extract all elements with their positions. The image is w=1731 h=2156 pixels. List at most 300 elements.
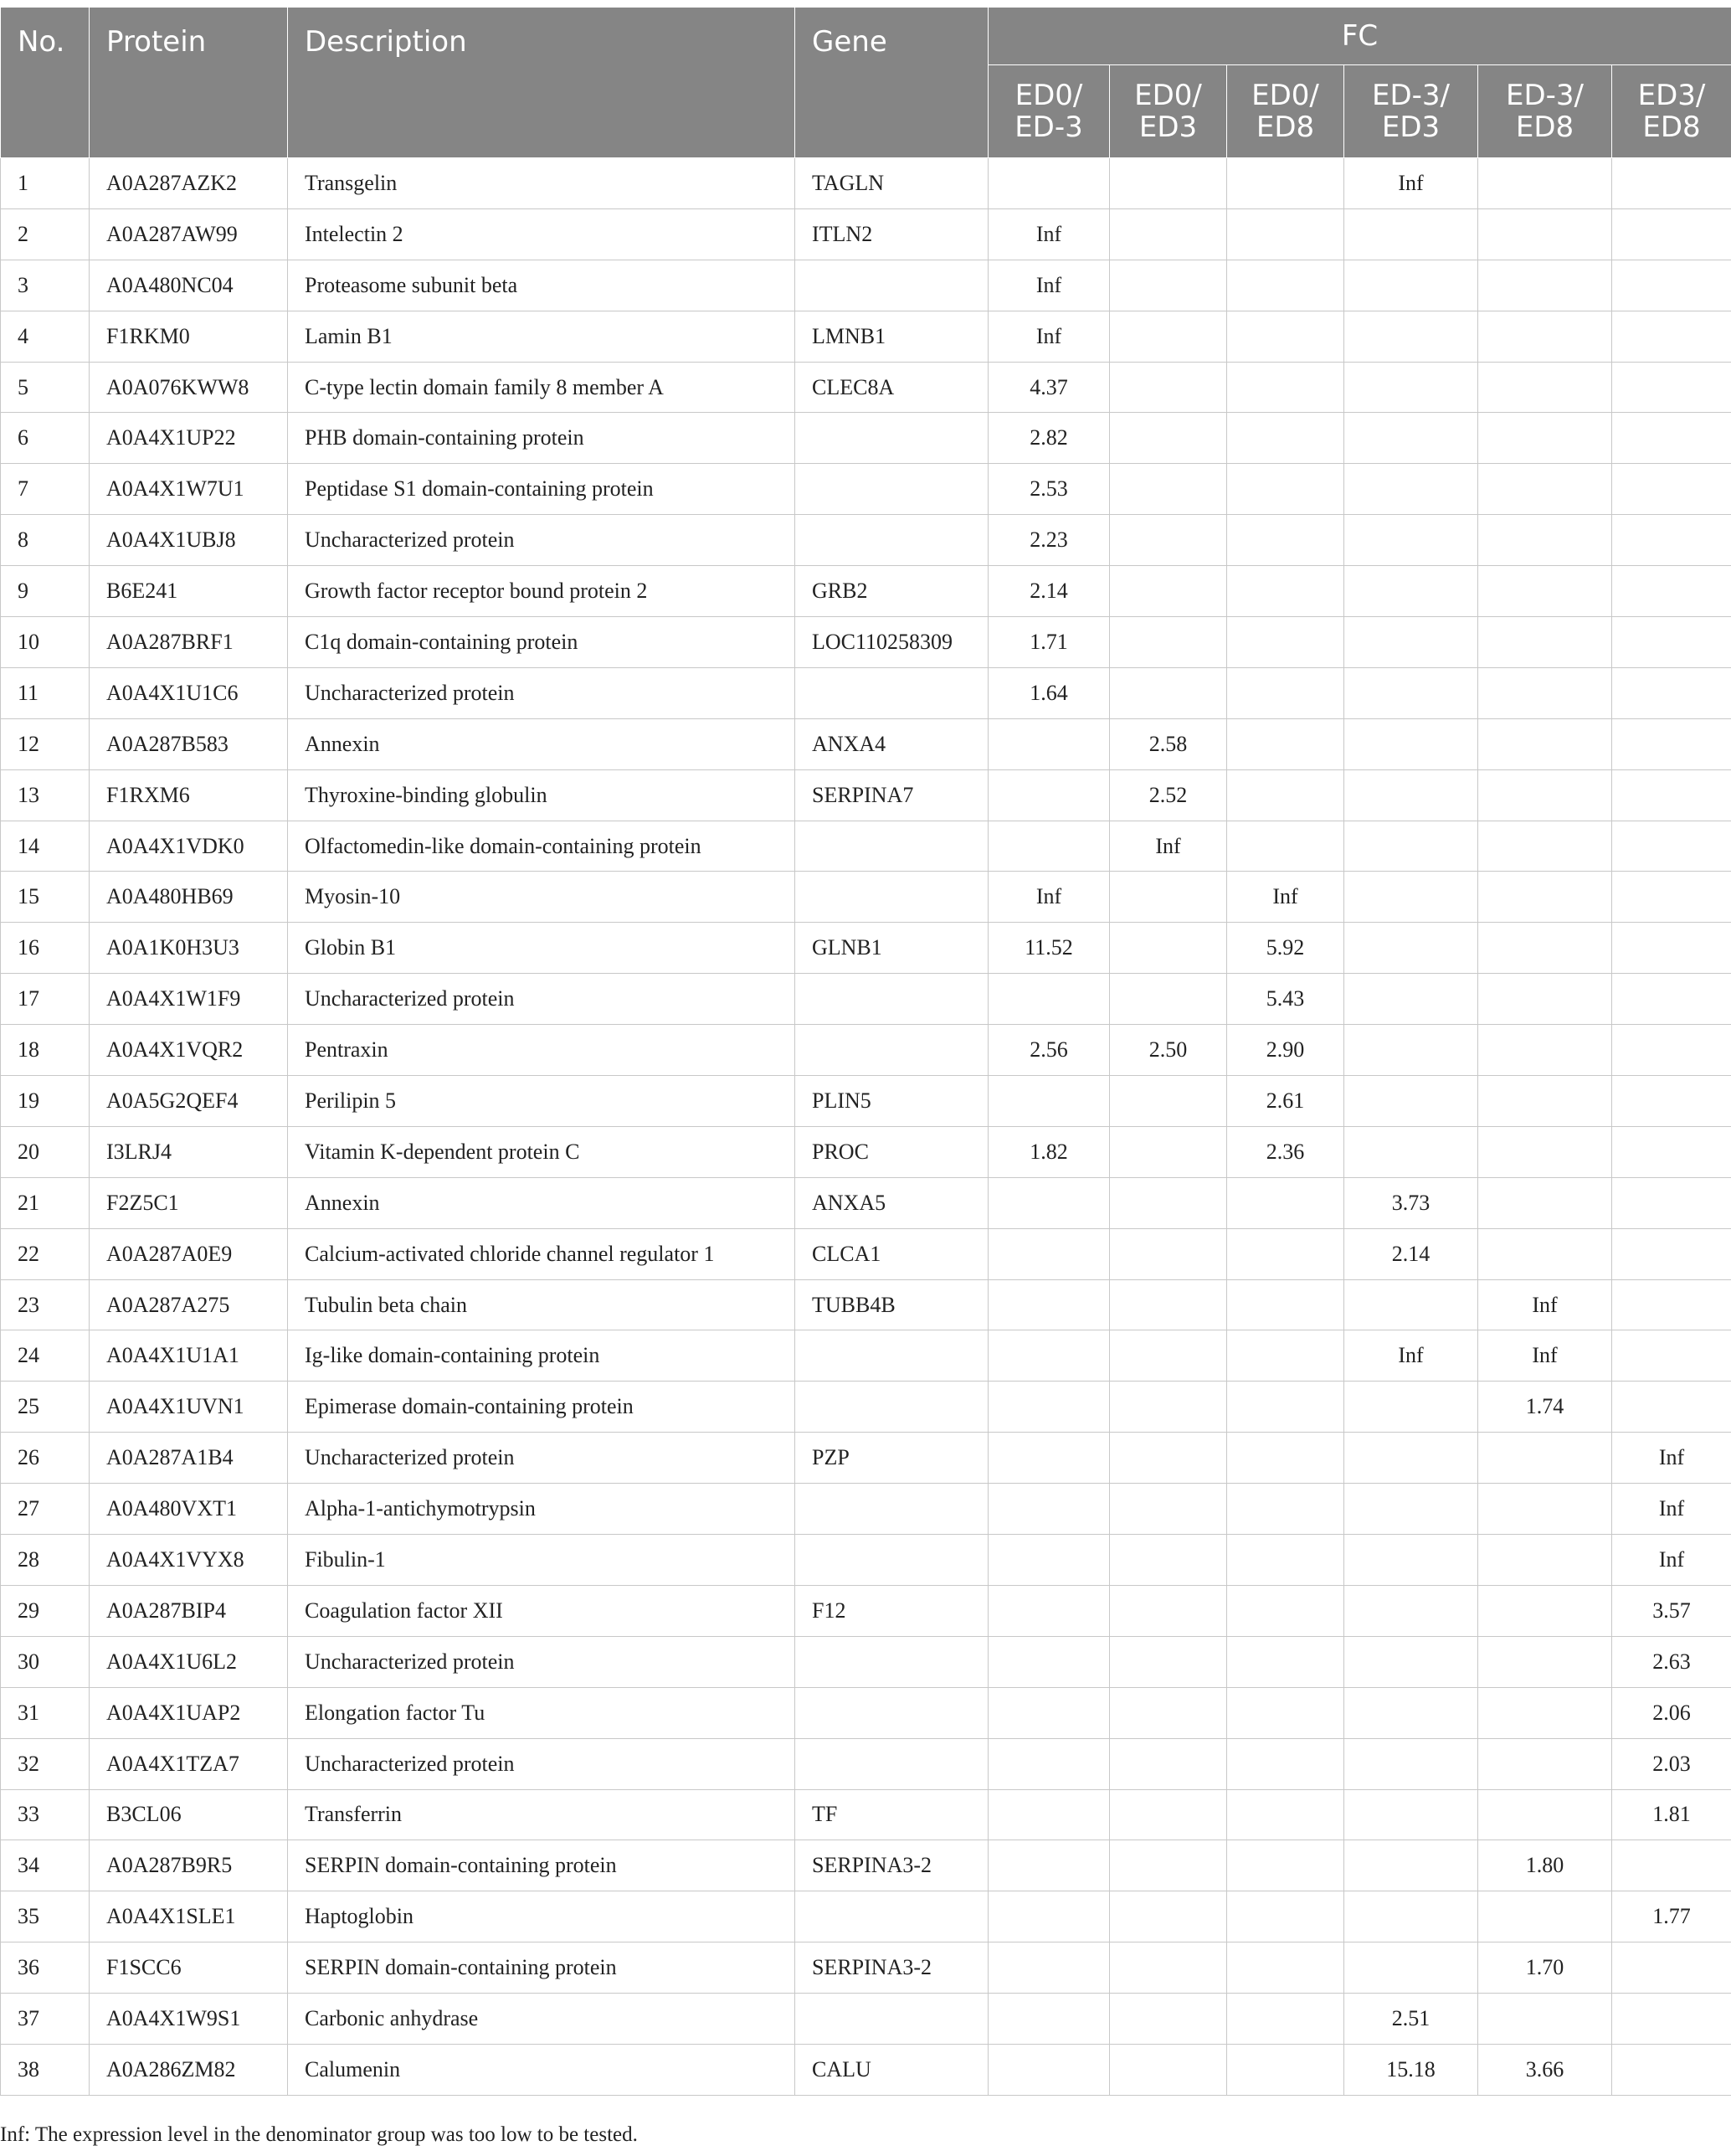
cell-fc-value: [1227, 464, 1344, 515]
cell-description: Haptoglobin: [288, 1891, 795, 1942]
cell-no: 38: [1, 2044, 90, 2095]
cell-gene: [795, 1484, 989, 1535]
cell-gene: [795, 515, 989, 566]
cell-protein: A0A287AW99: [90, 208, 288, 260]
cell-description: SERPIN domain-containing protein: [288, 1942, 795, 1994]
cell-fc-value: 3.57: [1612, 1585, 1731, 1636]
table-row: [1, 260, 1731, 311]
table-row: [1, 974, 1731, 1025]
cell-description: Epimerase domain-containing protein: [288, 1382, 795, 1433]
cell-fc-value: [1478, 872, 1612, 923]
table-row: [1, 821, 1731, 872]
cell-fc-value: [1344, 1433, 1478, 1484]
cell-fc-value: [1612, 413, 1731, 464]
cell-protein: A0A287B9R5: [90, 1840, 288, 1891]
cell-fc-value: [1478, 1585, 1612, 1636]
table-row: [1, 617, 1731, 668]
cell-fc-value: Inf: [989, 872, 1110, 923]
cell-protein: A0A287A0E9: [90, 1228, 288, 1279]
cell-fc-value: [1110, 667, 1227, 718]
cell-fc-value: [1227, 1738, 1344, 1789]
table-row: [1, 1535, 1731, 1586]
cell-protein: A0A4X1TZA7: [90, 1738, 288, 1789]
cell-description: Transferrin: [288, 1789, 795, 1840]
cell-protein: A0A4X1VQR2: [90, 1025, 288, 1076]
cell-description: Uncharacterized protein: [288, 667, 795, 718]
cell-fc-value: [1344, 413, 1478, 464]
cell-fc-value: [1110, 1891, 1227, 1942]
cell-fc-value: [1612, 1994, 1731, 2045]
cell-no: 28: [1, 1535, 90, 1586]
cell-fc-value: [1110, 1433, 1227, 1484]
cell-description: Transgelin: [288, 158, 795, 209]
table-row: [1, 1433, 1731, 1484]
cell-fc-value: [1110, 1994, 1227, 2045]
table-row: [1, 1789, 1731, 1840]
cell-gene: [795, 1535, 989, 1586]
cell-no: 2: [1, 208, 90, 260]
col-header-fc-line: ED3: [1138, 111, 1198, 144]
cell-fc-value: [1110, 1636, 1227, 1687]
cell-fc-value: [1227, 566, 1344, 617]
cell-fc-value: [1227, 1228, 1344, 1279]
cell-protein: A0A480NC04: [90, 260, 288, 311]
cell-fc-value: [1612, 311, 1731, 362]
cell-gene: PLIN5: [795, 1076, 989, 1127]
cell-fc-value: 2.03: [1612, 1738, 1731, 1789]
cell-fc-value: [1110, 1585, 1227, 1636]
cell-no: 12: [1, 718, 90, 769]
table-row: [1, 769, 1731, 821]
cell-fc-value: [989, 718, 1110, 769]
cell-no: 1: [1, 158, 90, 209]
cell-no: 33: [1, 1789, 90, 1840]
cell-fc-value: 3.66: [1478, 2044, 1612, 2095]
cell-fc-value: [1478, 617, 1612, 668]
cell-protein: A0A4X1UBJ8: [90, 515, 288, 566]
cell-no: 5: [1, 362, 90, 413]
cell-fc-value: [1478, 1535, 1612, 1586]
cell-fc-value: [1478, 923, 1612, 974]
cell-fc-value: 5.92: [1227, 923, 1344, 974]
cell-fc-value: [989, 1382, 1110, 1433]
cell-fc-value: Inf: [989, 208, 1110, 260]
col-header-fc-line: ED8: [1642, 111, 1701, 144]
cell-gene: [795, 1687, 989, 1738]
cell-fc-value: [1344, 974, 1478, 1025]
cell-fc-value: [1344, 1636, 1478, 1687]
cell-fc-value: [1227, 413, 1344, 464]
col-header-fc-line: ED3/: [1637, 79, 1706, 112]
table-row: [1, 311, 1731, 362]
cell-no: 19: [1, 1076, 90, 1127]
cell-fc-value: [1478, 311, 1612, 362]
cell-description: Olfactomedin-like domain-containing protein: [288, 821, 795, 872]
cell-gene: CLEC8A: [795, 362, 989, 413]
cell-fc-value: [989, 1687, 1110, 1738]
cell-fc-value: [1110, 1228, 1227, 1279]
table-row: [1, 667, 1731, 718]
cell-gene: [795, 821, 989, 872]
cell-protein: A0A287AZK2: [90, 158, 288, 209]
cell-fc-value: [1110, 1535, 1227, 1586]
table-row: [1, 1025, 1731, 1076]
cell-no: 25: [1, 1382, 90, 1433]
cell-no: 7: [1, 464, 90, 515]
cell-fc-value: 1.71: [989, 617, 1110, 668]
cell-protein: A0A4X1W7U1: [90, 464, 288, 515]
cell-no: 20: [1, 1126, 90, 1177]
cell-description: Myosin-10: [288, 872, 795, 923]
cell-protein: A0A480HB69: [90, 872, 288, 923]
cell-description: SERPIN domain-containing protein: [288, 1840, 795, 1891]
cell-fc-value: [1227, 1484, 1344, 1535]
cell-fc-value: Inf: [989, 311, 1110, 362]
cell-gene: [795, 260, 989, 311]
cell-fc-value: 1.80: [1478, 1840, 1612, 1891]
cell-no: 8: [1, 515, 90, 566]
table-row: [1, 1228, 1731, 1279]
cell-protein: A0A1K0H3U3: [90, 923, 288, 974]
cell-fc-value: [1612, 1942, 1731, 1994]
cell-protein: B3CL06: [90, 1789, 288, 1840]
cell-fc-value: 2.23: [989, 515, 1110, 566]
cell-protein: F1RXM6: [90, 769, 288, 821]
cell-fc-value: [1227, 617, 1344, 668]
table-row: [1, 1177, 1731, 1228]
table-row: [1, 1891, 1731, 1942]
cell-fc-value: [1227, 1330, 1344, 1382]
cell-fc-value: Inf: [1478, 1330, 1612, 1382]
cell-protein: F1RKM0: [90, 311, 288, 362]
cell-fc-value: 2.52: [1110, 769, 1227, 821]
cell-gene: LMNB1: [795, 311, 989, 362]
cell-fc-value: 2.82: [989, 413, 1110, 464]
cell-fc-value: 2.53: [989, 464, 1110, 515]
cell-fc-value: [1612, 923, 1731, 974]
cell-fc-value: [1478, 1433, 1612, 1484]
cell-fc-value: [1478, 260, 1612, 311]
data-table-container: [0, 7, 1731, 2096]
cell-fc-value: 1.74: [1478, 1382, 1612, 1433]
cell-fc-value: [1110, 464, 1227, 515]
table-row: [1, 1076, 1731, 1127]
cell-protein: A0A4X1VDK0: [90, 821, 288, 872]
cell-fc-value: [1227, 311, 1344, 362]
cell-fc-value: [989, 1177, 1110, 1228]
cell-fc-value: 2.63: [1612, 1636, 1731, 1687]
table-row: [1, 872, 1731, 923]
cell-no: 27: [1, 1484, 90, 1535]
cell-gene: PROC: [795, 1126, 989, 1177]
table-row: [1, 718, 1731, 769]
cell-fc-value: [1110, 413, 1227, 464]
cell-fc-value: [1110, 974, 1227, 1025]
cell-fc-value: [1344, 923, 1478, 974]
cell-fc-value: [1344, 1025, 1478, 1076]
cell-fc-value: [1612, 1076, 1731, 1127]
cell-fc-value: [989, 1330, 1110, 1382]
cell-fc-value: [1110, 1942, 1227, 1994]
cell-fc-value: [1478, 1177, 1612, 1228]
table-row: [1, 413, 1731, 464]
cell-fc-value: [1110, 1484, 1227, 1535]
col-header-fc-1: [1110, 65, 1227, 158]
table-row: [1, 1994, 1731, 2045]
cell-fc-value: [1110, 1840, 1227, 1891]
cell-fc-value: [1227, 718, 1344, 769]
cell-fc-value: [1478, 1738, 1612, 1789]
cell-fc-value: [1612, 362, 1731, 413]
cell-gene: GLNB1: [795, 923, 989, 974]
cell-fc-value: [989, 1738, 1110, 1789]
cell-fc-value: [1478, 1228, 1612, 1279]
col-header-fc-4: [1478, 65, 1612, 158]
cell-fc-value: [1478, 1484, 1612, 1535]
cell-fc-value: [1227, 1279, 1344, 1330]
cell-fc-value: [989, 2044, 1110, 2095]
cell-fc-value: [1110, 208, 1227, 260]
cell-gene: [795, 1025, 989, 1076]
table-row: [1, 1942, 1731, 1994]
cell-fc-value: [989, 1535, 1110, 1586]
cell-no: 35: [1, 1891, 90, 1942]
table-row: [1, 208, 1731, 260]
cell-description: Growth factor receptor bound protein 2: [288, 566, 795, 617]
table-header: [1, 8, 1731, 158]
cell-fc-value: [1478, 821, 1612, 872]
cell-fc-value: Inf: [1612, 1433, 1731, 1484]
cell-fc-value: [1344, 362, 1478, 413]
col-header-fc-line: ED3: [1381, 111, 1441, 144]
cell-description: Perilipin 5: [288, 1076, 795, 1127]
cell-fc-value: [1110, 617, 1227, 668]
cell-fc-value: [1478, 158, 1612, 209]
cell-fc-value: 1.64: [989, 667, 1110, 718]
cell-description: PHB domain-containing protein: [288, 413, 795, 464]
cell-fc-value: [1478, 566, 1612, 617]
cell-fc-value: [1344, 1687, 1478, 1738]
cell-gene: F12: [795, 1585, 989, 1636]
col-header-fc-line: ED-3/: [1371, 79, 1451, 112]
cell-fc-value: [1344, 1789, 1478, 1840]
cell-fc-value: [1344, 872, 1478, 923]
col-header-fc-line: ED8: [1515, 111, 1574, 144]
cell-gene: SERPINA7: [795, 769, 989, 821]
cell-no: 32: [1, 1738, 90, 1789]
cell-no: 3: [1, 260, 90, 311]
cell-fc-value: 5.43: [1227, 974, 1344, 1025]
cell-description: Uncharacterized protein: [288, 1738, 795, 1789]
cell-gene: TUBB4B: [795, 1279, 989, 1330]
cell-fc-value: [1478, 362, 1612, 413]
cell-description: Pentraxin: [288, 1025, 795, 1076]
cell-description: Uncharacterized protein: [288, 1433, 795, 1484]
cell-protein: A0A287BIP4: [90, 1585, 288, 1636]
cell-fc-value: [1612, 1330, 1731, 1382]
cell-fc-value: [1110, 566, 1227, 617]
cell-gene: ANXA4: [795, 718, 989, 769]
cell-fc-value: [1110, 515, 1227, 566]
cell-fc-value: [1612, 566, 1731, 617]
cell-fc-value: [1344, 566, 1478, 617]
cell-fc-value: [1227, 1789, 1344, 1840]
cell-fc-value: [1612, 515, 1731, 566]
cell-fc-value: [1612, 1840, 1731, 1891]
cell-protein: A0A4X1U6L2: [90, 1636, 288, 1687]
cell-fc-value: Inf: [989, 260, 1110, 311]
cell-description: Fibulin-1: [288, 1535, 795, 1586]
cell-no: 10: [1, 617, 90, 668]
cell-fc-value: [1344, 1076, 1478, 1127]
cell-protein: A0A4X1W1F9: [90, 974, 288, 1025]
cell-no: 26: [1, 1433, 90, 1484]
cell-protein: A0A287A275: [90, 1279, 288, 1330]
cell-fc-value: [1344, 1484, 1478, 1535]
cell-fc-value: [1110, 158, 1227, 209]
cell-fc-value: [1227, 362, 1344, 413]
cell-protein: A0A480VXT1: [90, 1484, 288, 1535]
cell-fc-value: 1.81: [1612, 1789, 1731, 1840]
cell-description: Elongation factor Tu: [288, 1687, 795, 1738]
table-row: [1, 515, 1731, 566]
cell-fc-value: [1110, 260, 1227, 311]
cell-fc-value: [989, 1228, 1110, 1279]
cell-no: 24: [1, 1330, 90, 1382]
cell-protein: I3LRJ4: [90, 1126, 288, 1177]
cell-no: 29: [1, 1585, 90, 1636]
table-row: [1, 1382, 1731, 1433]
cell-fc-value: Inf: [1110, 821, 1227, 872]
col-header-description: Description: [288, 8, 795, 158]
cell-protein: F2Z5C1: [90, 1177, 288, 1228]
cell-fc-value: [989, 1433, 1110, 1484]
cell-no: 18: [1, 1025, 90, 1076]
cell-protein: A0A287A1B4: [90, 1433, 288, 1484]
cell-fc-value: [1478, 1076, 1612, 1127]
cell-fc-value: [1478, 1789, 1612, 1840]
cell-fc-value: [1344, 718, 1478, 769]
cell-fc-value: 2.90: [1227, 1025, 1344, 1076]
cell-protein: A0A4X1W9S1: [90, 1994, 288, 2045]
cell-fc-value: 2.06: [1612, 1687, 1731, 1738]
cell-fc-value: [1344, 311, 1478, 362]
cell-fc-value: 2.50: [1110, 1025, 1227, 1076]
cell-fc-value: [989, 1942, 1110, 1994]
cell-fc-value: [1110, 1330, 1227, 1382]
cell-fc-value: [1344, 464, 1478, 515]
cell-description: Uncharacterized protein: [288, 974, 795, 1025]
cell-description: Calumenin: [288, 2044, 795, 2095]
cell-fc-value: [1110, 362, 1227, 413]
table-row: [1, 1484, 1731, 1535]
cell-fc-value: [1478, 718, 1612, 769]
cell-fc-value: [1110, 1126, 1227, 1177]
cell-no: 31: [1, 1687, 90, 1738]
cell-fc-value: [1344, 821, 1478, 872]
table-row: [1, 1636, 1731, 1687]
cell-fc-value: Inf: [1612, 1535, 1731, 1586]
cell-fc-value: [989, 769, 1110, 821]
cell-fc-value: 11.52: [989, 923, 1110, 974]
cell-fc-value: Inf: [1344, 158, 1478, 209]
cell-no: 16: [1, 923, 90, 974]
cell-protein: A0A4X1VYX8: [90, 1535, 288, 1586]
col-header-fc-line: ED8: [1256, 111, 1315, 144]
cell-fc-value: [1227, 1891, 1344, 1942]
col-header-gene: Gene: [795, 8, 989, 158]
cell-description: Ig-like domain-containing protein: [288, 1330, 795, 1382]
cell-gene: [795, 413, 989, 464]
col-header-no: No.: [1, 8, 90, 158]
cell-fc-value: [1227, 1382, 1344, 1433]
cell-fc-value: [1227, 667, 1344, 718]
cell-fc-value: [1478, 1687, 1612, 1738]
cell-fc-value: [1227, 2044, 1344, 2095]
cell-fc-value: [989, 1484, 1110, 1535]
cell-fc-value: [1612, 872, 1731, 923]
cell-fc-value: 2.51: [1344, 1994, 1478, 2045]
cell-description: Thyroxine-binding globulin: [288, 769, 795, 821]
cell-fc-value: [1344, 1738, 1478, 1789]
cell-no: 17: [1, 974, 90, 1025]
cell-description: Globin B1: [288, 923, 795, 974]
cell-description: Uncharacterized protein: [288, 1636, 795, 1687]
cell-fc-value: [1227, 1994, 1344, 2045]
cell-fc-value: [1227, 515, 1344, 566]
cell-no: 15: [1, 872, 90, 923]
cell-gene: SERPINA3-2: [795, 1840, 989, 1891]
cell-description: Tubulin beta chain: [288, 1279, 795, 1330]
cell-fc-value: [1344, 769, 1478, 821]
cell-gene: PZP: [795, 1433, 989, 1484]
cell-fc-value: [1227, 1177, 1344, 1228]
cell-fc-value: [1344, 1279, 1478, 1330]
col-header-fc-line: ED0/: [1014, 79, 1083, 112]
cell-gene: [795, 1382, 989, 1433]
cell-gene: [795, 1330, 989, 1382]
table-body: [1, 158, 1731, 2096]
cell-gene: GRB2: [795, 566, 989, 617]
cell-no: 30: [1, 1636, 90, 1687]
cell-fc-value: 3.73: [1344, 1177, 1478, 1228]
cell-no: 14: [1, 821, 90, 872]
col-header-fc-0: [989, 65, 1110, 158]
cell-fc-value: [1612, 2044, 1731, 2095]
table-row: [1, 158, 1731, 209]
cell-protein: A0A5G2QEF4: [90, 1076, 288, 1127]
cell-description: Annexin: [288, 718, 795, 769]
cell-fc-value: [1110, 923, 1227, 974]
col-header-fc-line: ED-3/: [1505, 79, 1585, 112]
cell-fc-value: [1110, 311, 1227, 362]
table-row: [1, 566, 1731, 617]
cell-description: C1q domain-containing protein: [288, 617, 795, 668]
cell-no: 13: [1, 769, 90, 821]
cell-description: Carbonic anhydrase: [288, 1994, 795, 2045]
cell-fc-value: [1478, 1994, 1612, 2045]
cell-fc-value: Inf: [1344, 1330, 1478, 1382]
cell-fc-value: [1612, 1177, 1731, 1228]
cell-fc-value: [989, 1636, 1110, 1687]
cell-fc-value: [1612, 769, 1731, 821]
cell-fc-value: [1612, 1279, 1731, 1330]
cell-protein: A0A4X1UVN1: [90, 1382, 288, 1433]
cell-fc-value: 2.56: [989, 1025, 1110, 1076]
cell-gene: TAGLN: [795, 158, 989, 209]
cell-fc-value: [1227, 1535, 1344, 1586]
cell-fc-value: [1478, 413, 1612, 464]
